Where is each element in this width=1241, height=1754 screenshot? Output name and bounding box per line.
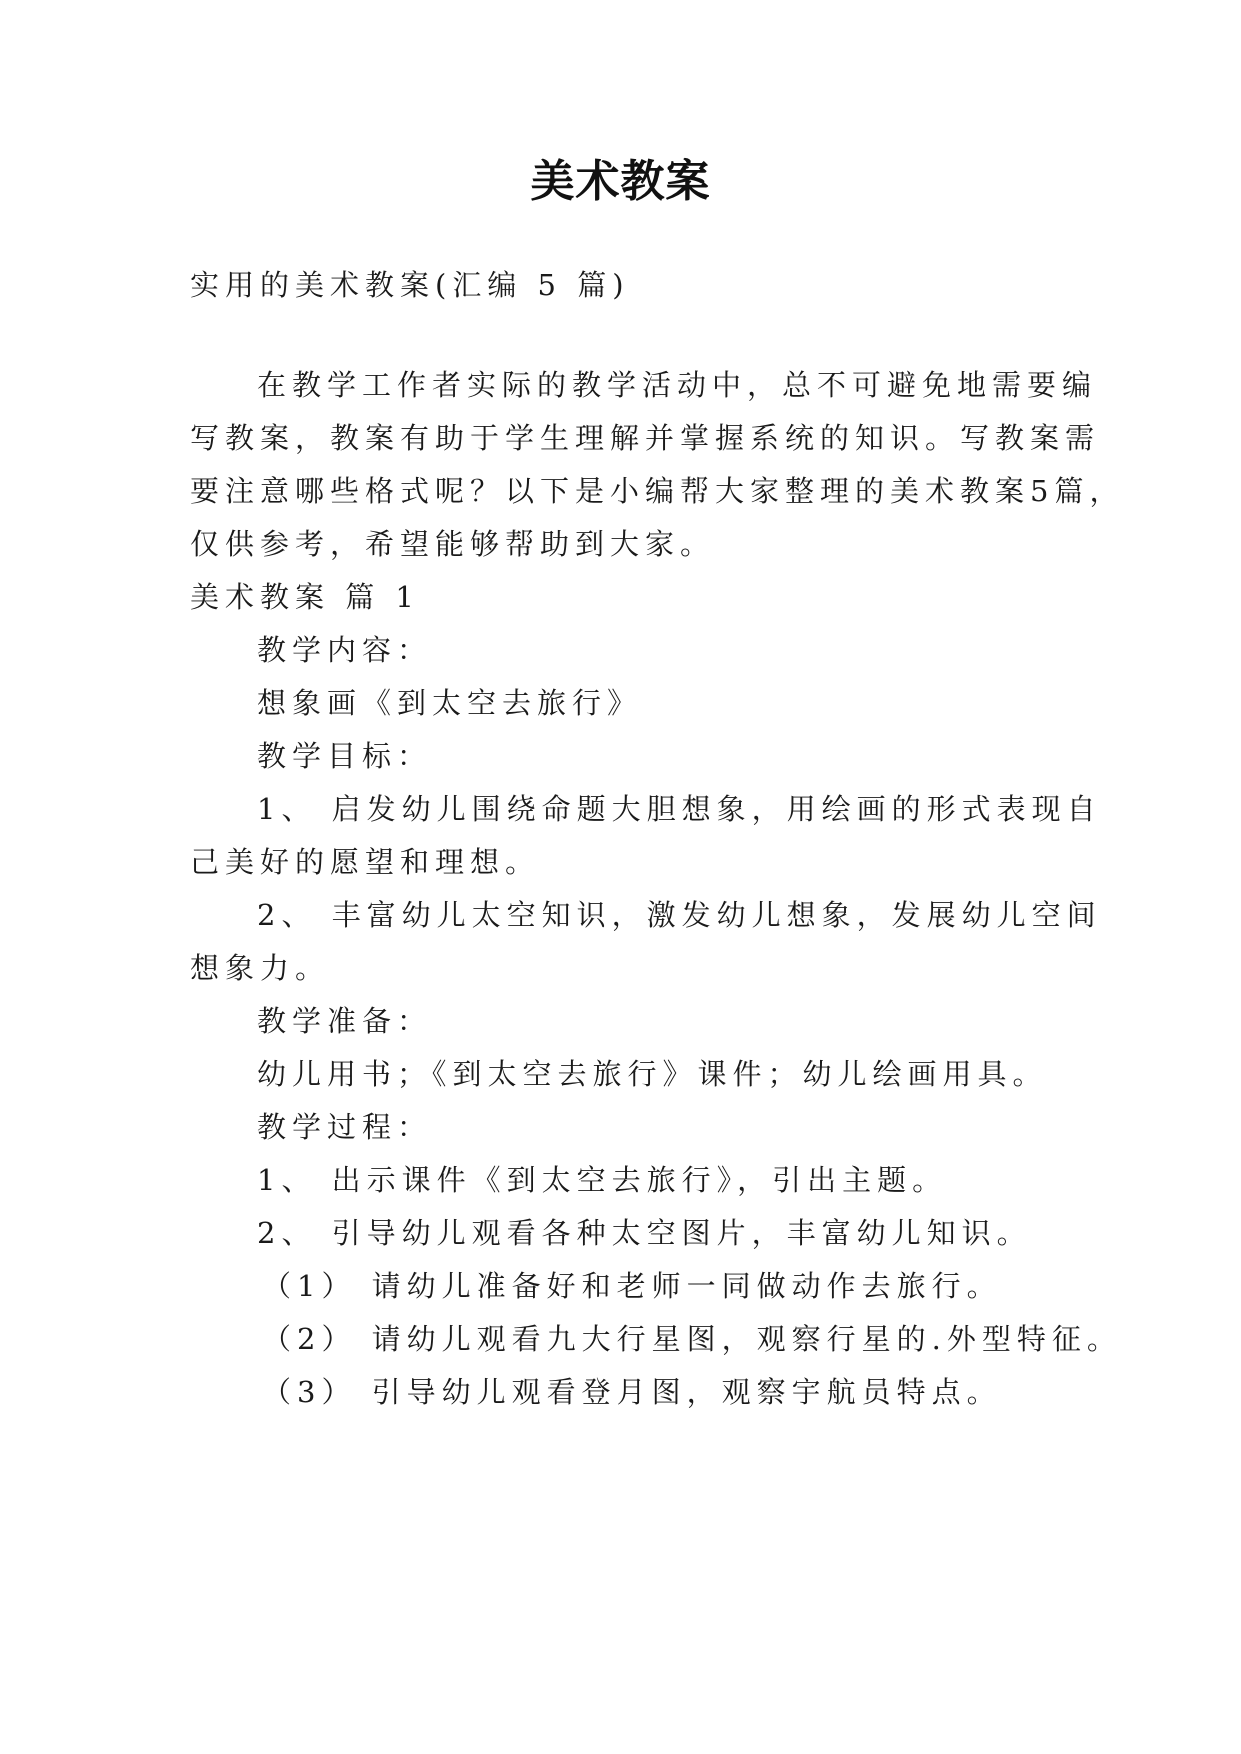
intro-line-4: 仅供参考，希望能够帮助到大家。: [190, 527, 716, 561]
prep-value: 幼儿用书；《到太空去旅行》课件；幼儿绘画用具。: [257, 1057, 1048, 1091]
intro-line-2: 写教案，教案有助于学生理解并掌握系统的知识。写教案需: [190, 421, 1101, 455]
process-step-2: 2、 引导幼儿观看各种太空图片，丰富幼儿知识。: [257, 1216, 1032, 1250]
goal-2-line-1: 2、 丰富幼儿太空知识，激发幼儿想象，发展幼儿空间: [257, 898, 1102, 932]
content-label: 教学内容：: [257, 633, 433, 667]
goal-1-line-2: 己美好的愿望和理想。: [190, 845, 541, 879]
intro-line-3: 要注意哪些格式呢？以下是小编帮大家整理的美术教案5篇，: [190, 474, 1125, 508]
goal-2-line-2: 想象力。: [190, 951, 331, 985]
prep-label: 教学准备：: [257, 1004, 433, 1038]
document-title: 美术教案: [530, 156, 711, 207]
process-substep-2: （2） 请幼儿观看九大行星图，观察行星的.外型特征。: [262, 1322, 1122, 1356]
process-step-1: 1、 出示课件《到太空去旅行》，引出主题。: [257, 1163, 948, 1197]
goals-label: 教学目标：: [257, 739, 433, 773]
goal-1-line-1: 1、 启发幼儿围绕命题大胆想象，用绘画的形式表现自: [257, 792, 1102, 826]
process-substep-3: （3） 引导幼儿观看登月图，观察宇航员特点。: [262, 1375, 1002, 1409]
process-label: 教学过程：: [257, 1110, 433, 1144]
intro-line-1: 在教学工作者实际的教学活动中，总不可避免地需要编: [257, 368, 1098, 402]
content-value: 想象画《到太空去旅行》: [257, 686, 643, 720]
section-heading: 美术教案 篇 1: [190, 580, 420, 614]
process-substep-1: （1） 请幼儿准备好和老师一同做动作去旅行。: [262, 1269, 1002, 1303]
document-subtitle: 实用的美术教案(汇编 5 篇): [190, 268, 630, 302]
